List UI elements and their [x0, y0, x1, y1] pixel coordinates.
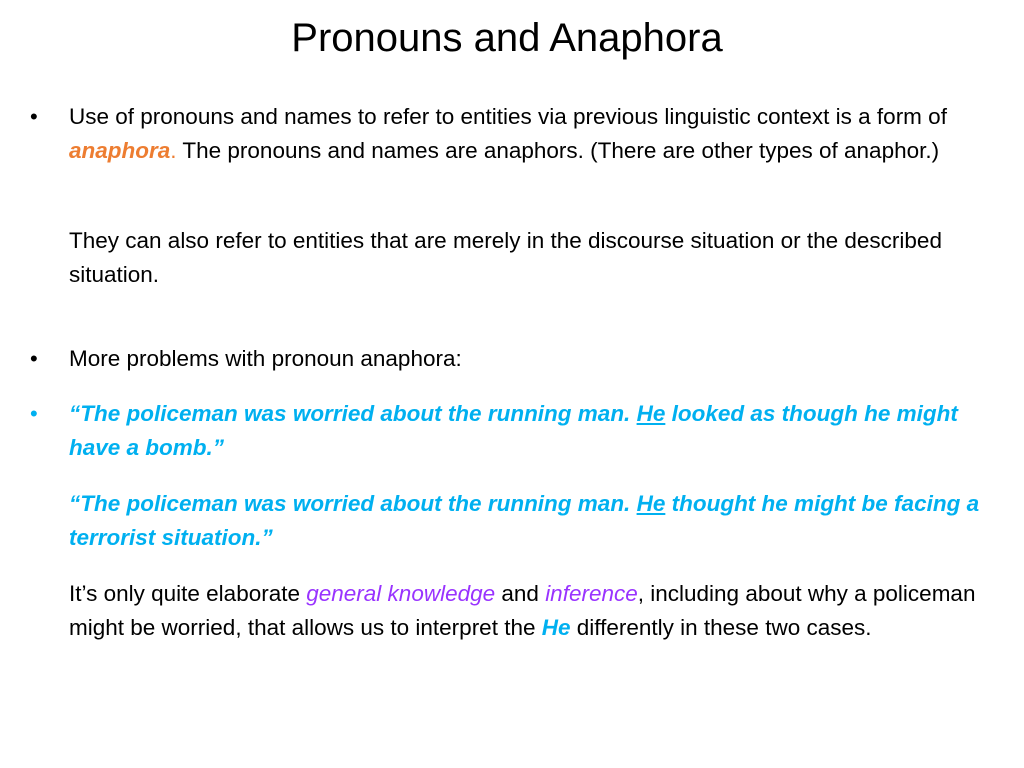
- pronoun-he: He: [636, 491, 666, 516]
- text-segment: The pronouns and names are anaphors. (There are other types of anaphor.): [176, 138, 940, 163]
- text-segment: differently in these two cases.: [570, 615, 872, 640]
- term-anaphora: anaphora: [69, 138, 171, 163]
- pronoun-he: He: [541, 615, 571, 640]
- text-segment: It’s only quite elaborate: [69, 581, 307, 606]
- bullet-marker: •: [30, 401, 38, 426]
- text-segment: Use of pronouns and names to refer to entities via previous linguistic context is a form of: [69, 104, 947, 129]
- pronoun-he: He: [636, 401, 666, 426]
- paragraph-anaphora-definition: [69, 100, 1009, 168]
- paragraph-general-knowledge: [69, 577, 1009, 645]
- slide-title: Pronouns and Anaphora: [291, 16, 723, 60]
- text-segment: looked as though he might have a bomb.”: [69, 401, 958, 460]
- quote-example-1: [69, 397, 1009, 465]
- text-segment: , including about why a policeman might be worried, that allows us to interpret the: [69, 581, 976, 640]
- bullet-marker: •: [30, 346, 38, 371]
- text-segment: “The policeman was worried about the running man.: [69, 401, 637, 426]
- bullet-marker: •: [30, 104, 38, 129]
- text-segment: .: [170, 138, 177, 163]
- text-segment: thought he might be facing a terrorist situation.”: [69, 491, 980, 550]
- term-general-knowledge: general knowledge: [306, 581, 496, 606]
- paragraph-discourse-situation: They can also refer to entities that are merely in the discourse situation or the described situation.: [69, 228, 942, 287]
- text-segment: and: [495, 581, 546, 606]
- paragraph-more-problems: More problems with pronoun anaphora:: [69, 346, 462, 371]
- quote-example-2: [69, 487, 1009, 555]
- text-segment: “The policeman was worried about the running man.: [69, 491, 637, 516]
- term-inference: inference: [545, 581, 638, 606]
